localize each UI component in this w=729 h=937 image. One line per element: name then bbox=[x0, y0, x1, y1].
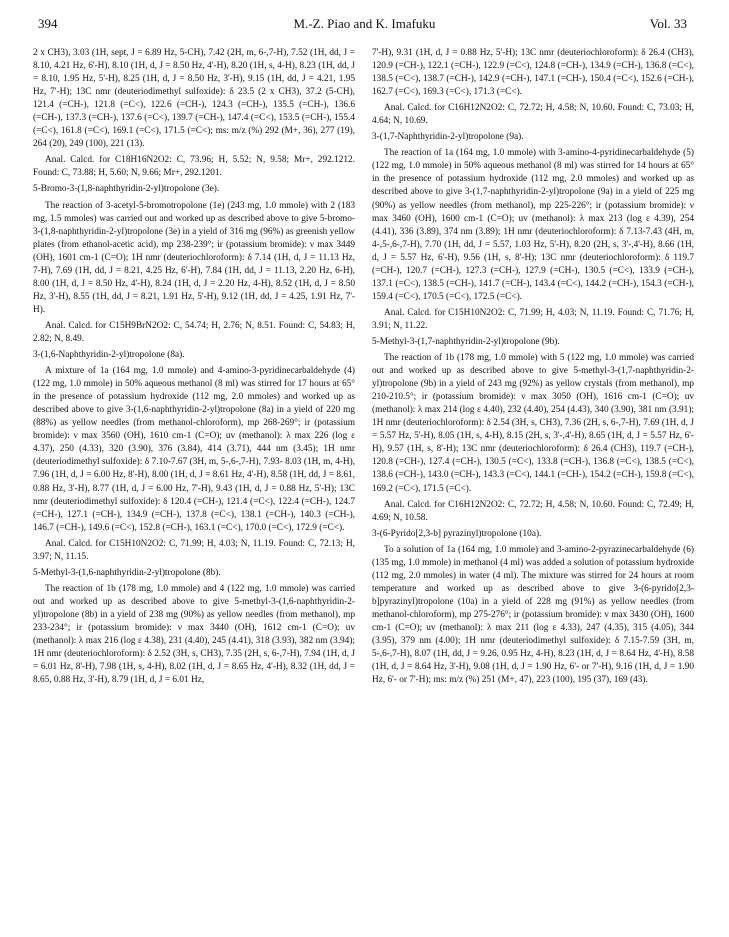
left-column bbox=[33, 47, 355, 690]
section-heading: 5-Methyl-3-(1,6-naphthyridin-2-yl)tropolone (8b). bbox=[33, 567, 221, 578]
section-heading: 3-(1,6-Naphthyridin-2-yl)tropolone (8a). bbox=[33, 350, 185, 361]
paragraph: Anal. Calcd. for C15H10N2O2: C, 71.99; H, 4.03; N, 11.19. Found: C, 71.76; H, 3.91; N, 11.22. bbox=[372, 307, 694, 331]
paragraph: 2 x CH3), 3.03 (1H, sept, J = 6.89 Hz, 5-CH), 7.42 (2H, m, 6-,7-H), 7.52 (1H, dd, J = 8.10, 4.21 Hz, 6'-H), 8.10 (1H, d, J = 8.50 Hz, 4'-H), 8.20 (1H, s, 4-H), 8.23 (1H, dd, J = 8.10, 1.95 Hz, 5'-H), 8.25 (1H, d, J = 8.50 Hz, 3'-H), 9.15 (1H, dd, J = 4.21, 1.95 Hz, 7'-H); 13C nmr (deuteriodimethyl sulfoxide): δ 23.5 (2 x CH3), 37.2 (5-CH), 121.4 (=CH-), 121.8 (=C<), 122.6 (=CH-), 124.3 (=CH-), 135.5 (=CH-), 136.6 (=CH-), 137.3 (=CH-), 137.6 (=C<), 139.7 (=CH-), 147.4 (=C<), 153.5 (=CH-), 155.4 (=C<), 161.8 (=C<), 169.1 (=C<), 171.5 (=C<); ms: m/z (%) 292 (M+, 36), 277 (19), 264 (20), 249 (100), 221 (13). bbox=[33, 48, 355, 150]
section-heading: 5-Methyl-3-(1,7-naphthyridin-2-yl)tropolone (9b). bbox=[372, 336, 560, 347]
paragraph: Anal. Calcd. for C16H12N2O2: C, 72.72; H, 4.58; N, 10.60. Found: C, 72.49; H, 4.69; N, 10.58. bbox=[372, 499, 694, 523]
paragraph: The reaction of 1a (164 mg, 1.0 mmole) with 3-amino-4-pyridinecarbaldehyde (5) (122 mg, 1.0 mmole) in 50% aqueous methanol (8 ml) was stirred for 14 hours at 65° in the presence of potassium hydroxide (112 mg, 2.0 mmoles) and worked up as described above to give 3-(1,7-naphthyridin-2-yl)tropolone (9a) in a yield of 225 mg (90%) as yellow needles (from methanol), mp 225-226°; ir (potassium bromide): ν max 3460 (OH), 1600 cm-1 (C=O); uv (methanol): λ max 213 (log ε 4.39), 254 (4.41), 336 (3.89), 374 nm (3.89); 1H nmr (deuteriochloroform): δ 7.13-7.43 (4H, m, 4-,5-,6-,7-H), 7.70 (1H, dd, J = 5.57, 1.03 Hz, 5'-H), 8.20 (2H, s, 3'-,4'-H), 8.66 (1H, d, J = 5.57 Hz, 6'-H), 9.56 (1H, s, 8'-H); 13C nmr (deuteriochloroform): δ 119.7 (=CH-), 120.7 (=CH-), 127.3 (=CH-), 127.9 (=CH-), 130.5 (=C<), 133.9 (=CH-), 137.1 (=C<), 138.5 (=CH-), 141.7 (=CH-), 143.4 (=C<), 144.2 (=CH-), 154.3 (=CH-), 159.4 (=C<), 170.5 (=C<), 172.5 (=C<). bbox=[372, 148, 694, 302]
running-header bbox=[0, 16, 729, 38]
page-number: 394 bbox=[38, 16, 58, 31]
paragraph: 7'-H), 9.31 (1H, d, J = 0.88 Hz, 5'-H); 13C nmr (deuteriochloroform): δ 26.4 (CH3), 120.9 (=CH-), 122.1 (=CH-), 122.9 (=C<), 124.8 (=CH-), 134.9 (=CH-), 136.8 (=C<), 138.5 (=C<), 138.7 (=CH-), 142.9 (=CH-), 147.1 (=CH-), 150.4 (=C<), 152.6 (=CH-), 162.7 (=C<), 169.3 (=C<), 171.3 (=C<). bbox=[372, 48, 694, 98]
paragraph: The reaction of 1b (178 mg, 1.0 mmole) and 4 (122 mg, 1.0 mmole) was carried out and worked up as described above to give 5-methyl-3-(1,6-naphthyridin-2-yl)tropolone (8b) in a yield of 238 mg (90%) as yellow needles (from methanol), mp 233-234°; ir (potassium bromide): ν max 3440 (OH), 1612 cm-1 (C=O); uv (methanol): λ max 216 (log ε 4.38), 231 (4.40), 245 (4.41), 318 (3.93), 382 nm (3.94); 1H nmr (deuteriochloroform): δ 2.52 (3H, s, CH3), 7.35 (2H, s, 6-,7-H), 7.94 (1H, d, J = 6.01 Hz, 8'-H), 7.98 (1H, s, 4-H), 8.02 (1H, d, J = 8.65 Hz, 4'-H), 8.32 (1H, dd, J = 8.65, 0.88 Hz, 3'-H), 8.79 (1H, d, J = 6.01 Hz, bbox=[33, 583, 355, 686]
paragraph: Anal. Calcd. for C18H16N2O2: C, 73.96; H, 5.52; N, 9.58; Mr+, 292.1212. Found: C, 73.88; H, 5.60; N, 9.66; Mr+, 292.1201. bbox=[33, 155, 355, 179]
volume-label: Vol. 33 bbox=[649, 16, 687, 31]
section-heading: 3-(1,7-Naphthyridin-2-yl)tropolone (9a). bbox=[372, 132, 524, 143]
right-column bbox=[372, 47, 694, 690]
running-authors: M.-Z. Piao and K. Imafuku bbox=[293, 16, 436, 31]
paragraph: Anal. Calcd. for C15H9BrN2O2: C, 54.74; H, 2.76; N, 8.51. Found: C, 54.83; H, 2.82; N, 8.49. bbox=[33, 320, 355, 344]
section-heading: 3-(6-Pyrido[2,3-b] pyrazinyl)tropolone (10a). bbox=[372, 528, 542, 539]
paragraph: Anal. Calcd. for C16H12N2O2: C, 72.72; H, 4.58; N, 10.60. Found: C, 73.03; H, 4.64; N, 10.69. bbox=[372, 103, 694, 127]
section-heading: 5-Bromo-3-(1,8-naphthyridin-2-yl)tropolone (3e). bbox=[33, 184, 220, 195]
paragraph: The reaction of 3-acetyl-5-bromotropolone (1e) (243 mg, 1.0 mmole) with 2 (183 mg, 1.5 mmoles) was carried out and worked up as described above to give 5-bromo-3-(1,8-naphthyridin-2-yl)tropolone (3e) in a yield of 316 mg (96%) as greenish yellow plates (from ethanol-acetic acid), mp 238-239°; ir (potassium bromide): ν max 3449 (OH), 1601 cm-1 (C=O); 1H nmr (deuteriochloroform): δ 7.14 (1H, d, J = 11.13 Hz, 7-H), 7.69 (1H, dd, J = 8.21, 4.25 Hz, 6'-H), 7.84 (1H, dd, J = 11.13, 2.20 Hz, 6-H), 8.00 (1H, d, J = 8.50 Hz, 4'-H), 8.24 (1H, d, J = 2.20 Hz, 4-H), 8.52 (1H, d, J = 8.50 Hz, 3'-H), 8.55 (1H, dd, J = 8.21, 1.91 Hz, 5'-H), 9.12 (1H, dd, J = 4.25, 1.91 Hz, 7'-H). bbox=[33, 200, 355, 315]
paragraph: Anal. Calcd. for C15H10N2O2: C, 71.99; H, 4.03; N, 11.19. Found: C, 72.13; H, 3.97; N, 11.15. bbox=[33, 538, 355, 562]
paragraph: The reaction of 1b (178 mg, 1.0 mmole) with 5 (122 mg, 1.0 mmole) was carried out and worked up as described above to give 5-methyl-3-(1,7-naphthyridin-2-yl)tropolone (9b) in a yield of 243 mg (92%) as yellow crystals (from methanol), mp 210-210.5°; ir (potassium bromide): ν max 3050 (OH), 1616 cm-1 (C=O); uv (methanol): λ max 214 (log ε 4.40), 232 (4.40), 254 (4.43), 340 (3.90), 381 nm (3.91); 1H nmr (deuteriochloroform): δ 2.54 (3H, s, CH3), 7.36 (2H, s, 6-,7-H), 7.69 (1H, d, J = 5.57 Hz, 5'-H), 8.05 (1H, s, 4-H), 8.15 (2H, s, 3'-,4'-H), 8.65 (1H, d, J = 5.57 Hz, 6'-H), 9.57 (1H, s, 8'-H); 13C nmr (deuteriochloroform): δ 26.4 (CH3), 119.7 (=CH-), 120.8 (=CH-), 127.4 (=CH-), 130.5 (=C<), 133.8 (=CH-), 136.8 (=C<), 138.5 (=C<), 138.6 (=CH-), 143.0 (=CH-), 143.3 (=C<), 144.1 (=CH-), 154.2 (=CH-), 159.8 (=C<), 169.2 (=C<), 171.5 (=C<). bbox=[372, 353, 694, 494]
paragraph: A mixture of 1a (164 mg, 1.0 mmole) and 4-amino-3-pyridinecarbaldehyde (4) (122 mg, 1.0 mmole) in 50% aqueous methanol (8 ml) was stirred for 17 hours at 65° in the presence of potassium hydroxide (112 mg, 2.0 mmoles) and worked up as described above to give 3-(1,6-naphthyridin-2-yl)tropolone (8a) in a yield of 220 mg (88%) as yellow needles (from methanol-chloroform), mp 268-269°; ir (potassium bromide): ν max 3560 (OH), 1610 cm-1 (C=O); uv (methanol): λ max 226 (log ε 4.37), 250 (4.33), 320 (3.90), 376 (3.84), 414 (3.71), 444 nm (3.45); 1H nmr (deuteriodimethyl sulfoxide): δ 7.10-7.67 (3H, m, 5-,6-,7-H), 7.93- 8.03 (1H, m, 4-H), 7.96 (1H, d, J = 6.00 Hz, 8'-H), 8.00 (1H, d, J = 8.61 Hz, 4'-H), 8.58 (1H, dd, J = 8.61, 0.88 Hz, 3'-H), 8.77 (1H, d, J = 6.00 Hz, 7'-H), 9.43 (1H, d, J = 0.88 Hz, 5'-H); 13C nmr (deuteriodimethyl sulfoxide): δ 120.4 (=CH-), 121.4 (=C<), 122.4 (=CH-), 124.7 (=CH-), 127.1 (=CH-), 134.9 (=CH-), 137.8 (=C<), 138.1 (=CH-), 140.3 (=CH-), 146.7 (=CH-), 149.6 (=C<), 152.8 (=CH-), 163.1 (=C<), 170.0 (=C<), 172.9 (=C<). bbox=[33, 366, 355, 533]
paragraph: To a solution of 1a (164 mg, 1.0 mmole) and 3-amino-2-pyrazinecarbaldehyde (6) (135 mg, 1.0 mmole) in methanol (4 ml) was added a solution of potassium hydroxide (112 mg, 2.0 mmoles) in water (4 ml). The mixture was stirred for 24 hours at room temperature and worked up as described above to give 3-(6-pyrido[2,3-b]pyrazinyl)tropolone (10a) in a yield of 228 mg (91%) as yellow needles (from methanol-chloroform), mp 275-276°; ir (potassium bromide): ν max 3430 (OH), 1600 cm-1 (C=O); uv (methanol): λ max 211 (log ε 4.33), 247 (4.35), 315 (4.05), 344 (3.95), 379 nm (4.00); 1H nmr (deuteriodimethyl sulfoxide): δ 7.15-7.59 (3H, m, 5-,6-,7-H), 8.07 (1H, dd, J = 9.26, 0.95 Hz, 4-H), 8.23 (1H, d, J = 8.64 Hz, 4'-H), 8.58 (1H, d, J = 8.64 Hz, 3'-H), 9.08 (1H, d, J = 1.90 Hz, 6'- or 7'-H), 9.16 (1H, d, J = 1.90 Hz, 6'- or 7'-H); ms: m/z (%) 251 (M+, 47), 223 (100), 195 (37), 169 (43). bbox=[372, 544, 694, 686]
